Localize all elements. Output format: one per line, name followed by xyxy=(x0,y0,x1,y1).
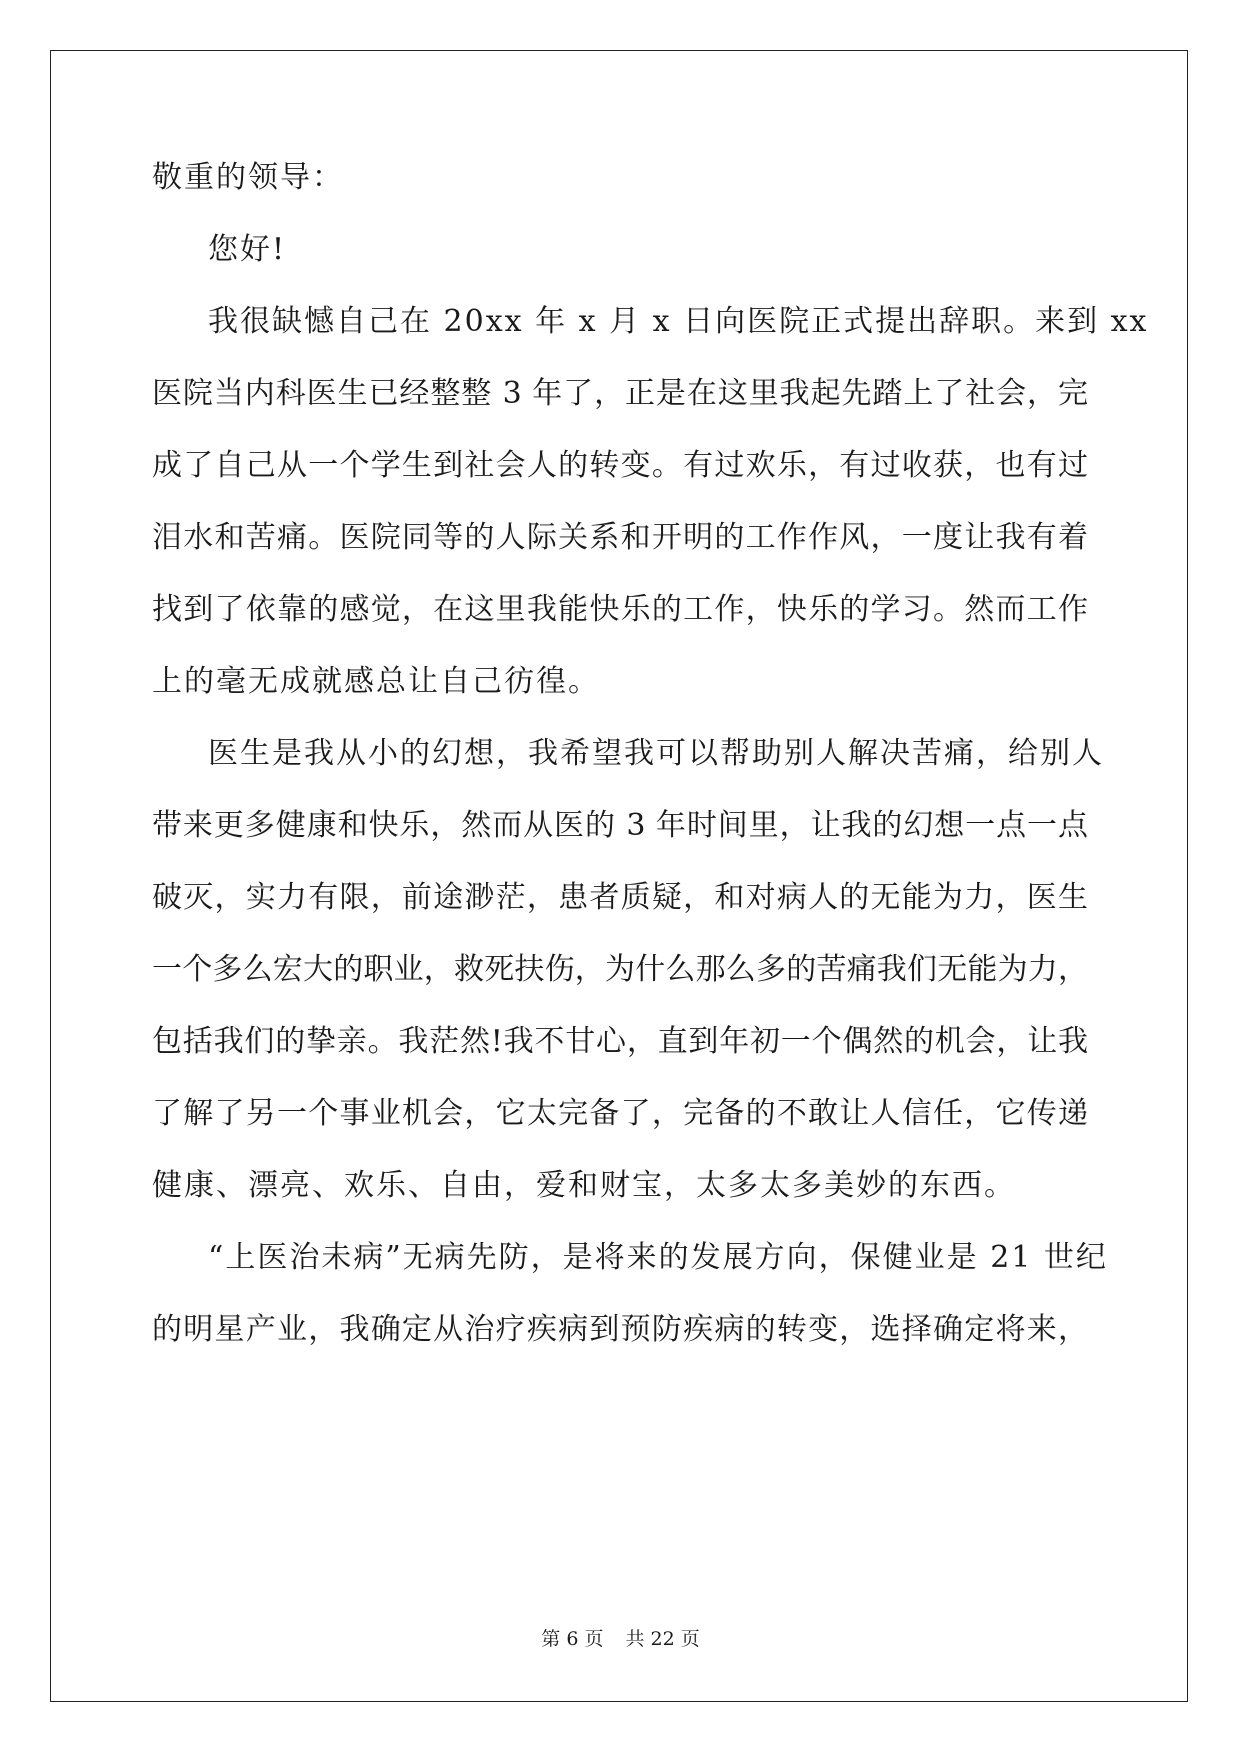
paragraph-2-line-4: 一个多么宏大的职业，救死扶伤，为什么那么多的苦痛我们无能为力， xyxy=(152,952,1088,987)
paragraph-1-line-5: 找到了依靠的感觉，在这里我能快乐的工作，快乐的学习。然而工作 xyxy=(152,592,1088,627)
total-pages-label: 共 22 页 xyxy=(625,1628,700,1650)
paragraph-1-line-2: 医院当内科医生已经整整 3 年了，正是在这里我起先踏上了社会，完 xyxy=(152,376,1088,411)
paragraph-1-line-1: 我很缺憾自己在 20xx 年 x 月 x 日向医院正式提出辞职。来到 xx xyxy=(208,304,1149,339)
paragraph-2-line-5: 包括我们的挚亲。我茫然!我不甘心，直到年初一个偶然的机会，让我 xyxy=(152,1024,1088,1059)
page-footer xyxy=(0,1627,1241,1651)
greeting: 您好! xyxy=(208,232,287,267)
page-frame xyxy=(50,50,1188,1702)
current-page-label: 第 6 页 xyxy=(541,1628,604,1650)
paragraph-3-line-1: “上医治未病”无病先防，是将来的发展方向，保健业是 21 世纪 xyxy=(208,1240,1108,1275)
paragraph-2-line-6: 了解了另一个事业机会，它太完备了，完备的不敢让人信任，它传递 xyxy=(152,1096,1088,1131)
paragraph-2-line-7: 健康、漂亮、欢乐、自由，爱和财宝，太多太多美妙的东西。 xyxy=(152,1168,1016,1203)
paragraph-2-line-1: 医生是我从小的幻想，我希望我可以帮助别人解决苦痛，给别人 xyxy=(208,736,1104,771)
paragraph-1-line-4: 泪水和苦痛。医院同等的人际关系和开明的工作作风，一度让我有着 xyxy=(152,520,1088,555)
paragraph-3-line-2: 的明星产业，我确定从治疗疾病到预防疾病的转变，选择确定将来， xyxy=(152,1312,1088,1347)
paragraph-1-line-3: 成了自己从一个学生到社会人的转变。有过欢乐，有过收获，也有过 xyxy=(152,448,1088,483)
paragraph-1-line-6: 上的毫无成就感总让自己彷徨。 xyxy=(152,664,600,699)
paragraph-2-line-3: 破灭，实力有限，前途渺茫，患者质疑，和对病人的无能为力，医生 xyxy=(152,880,1088,915)
paragraph-2-line-2: 带来更多健康和快乐，然而从医的 3 年时间里，让我的幻想一点一点 xyxy=(152,808,1088,843)
salutation: 敬重的领导： xyxy=(152,160,344,195)
